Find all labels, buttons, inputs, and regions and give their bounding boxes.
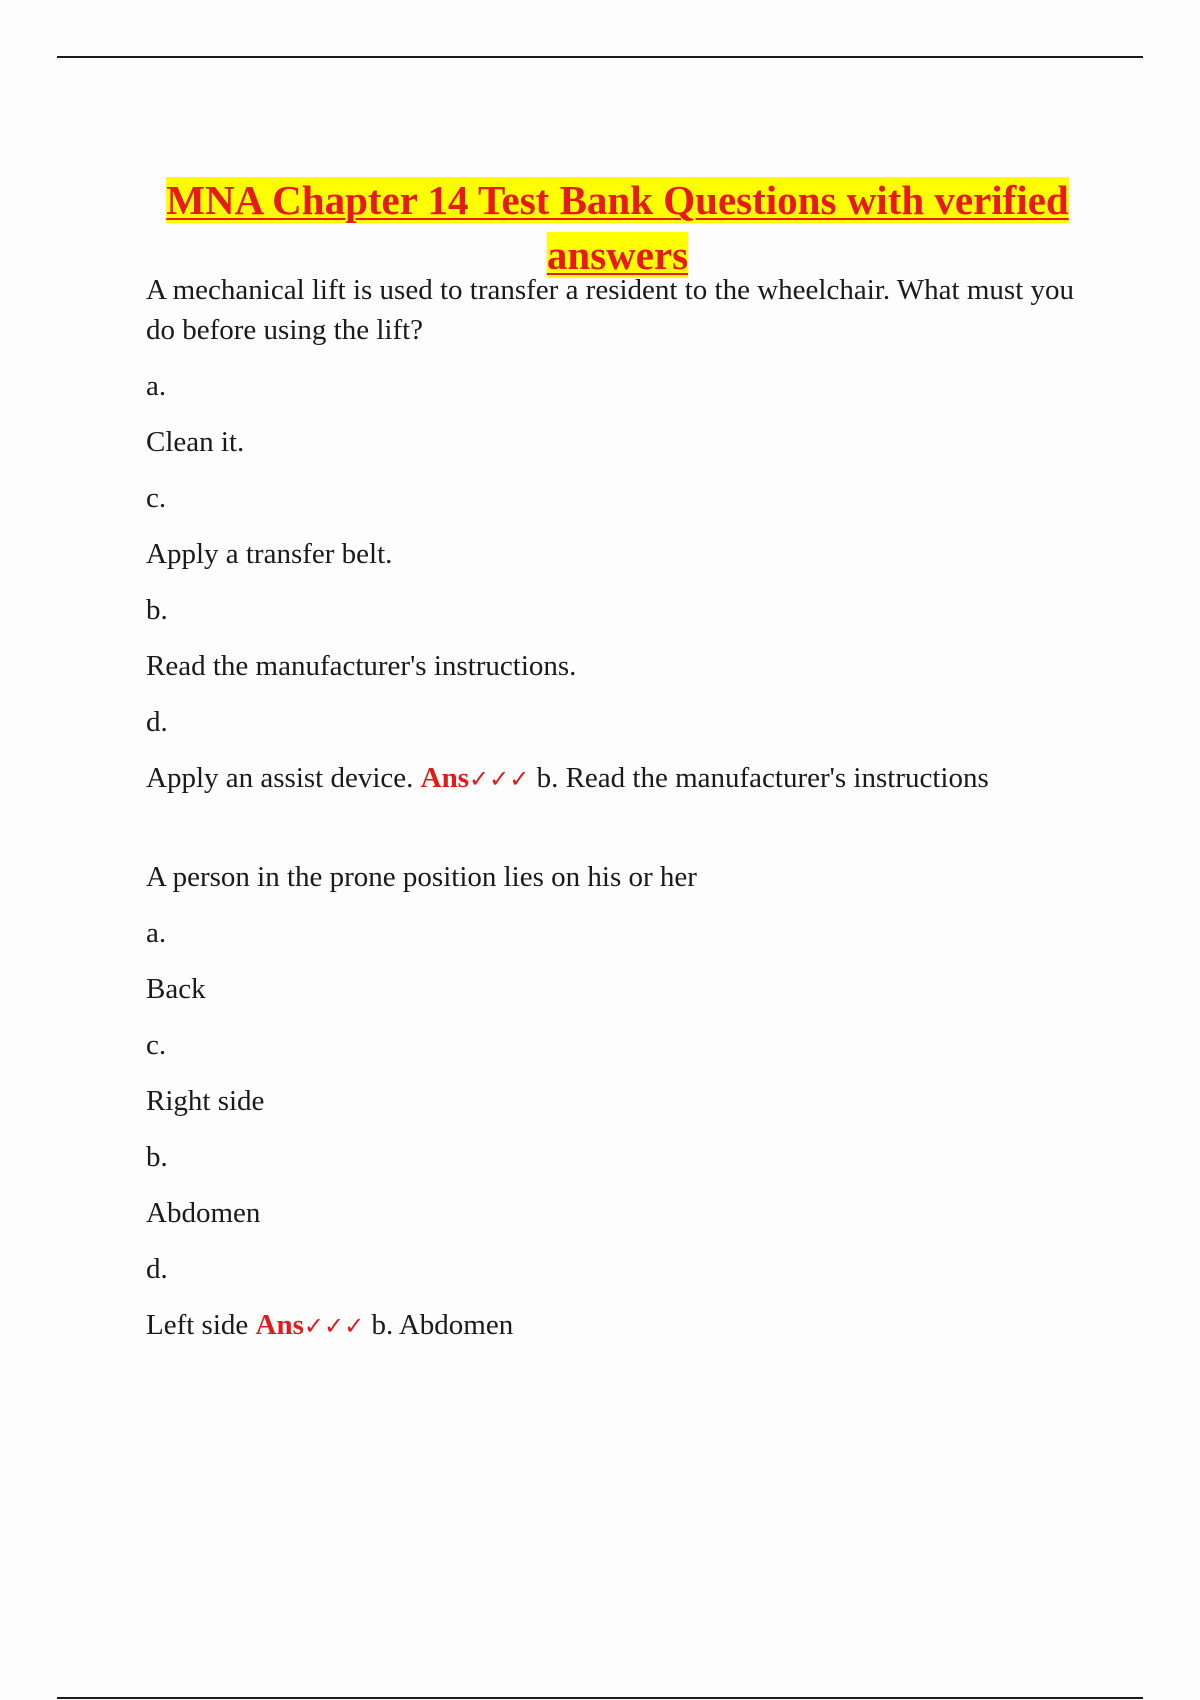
answer-label: Ans bbox=[420, 762, 469, 794]
option-text: Apply a transfer belt. bbox=[146, 538, 393, 570]
answer-text: b. Read the manufacturer's instructions bbox=[536, 762, 989, 794]
option-text: Abdomen bbox=[146, 1197, 261, 1229]
top-rule bbox=[57, 56, 1143, 58]
answer-line bbox=[146, 758, 1076, 799]
document-title-text: MNA Chapter 14 Test Bank Questions with verified answers bbox=[166, 177, 1069, 279]
option-letter: b. bbox=[146, 1141, 168, 1173]
option-letter: d. bbox=[146, 706, 168, 738]
answer-text: b. Abdomen bbox=[371, 1309, 514, 1341]
option-letter: c. bbox=[146, 1029, 167, 1061]
question-stem: A mechanical lift is used to transfer a resident to the wheelchair. What must you do before using the lift? bbox=[146, 274, 1074, 346]
checkmark-icons: ✓✓✓ bbox=[469, 765, 530, 793]
document-title bbox=[150, 173, 1085, 283]
option-letter: c. bbox=[146, 482, 167, 514]
bottom-rule bbox=[57, 1697, 1143, 1699]
option-letter: b. bbox=[146, 594, 168, 626]
option-text: Clean it. bbox=[146, 426, 245, 458]
option-text: Back bbox=[146, 973, 206, 1005]
option-letter: a. bbox=[146, 917, 167, 949]
option-text: Left side bbox=[146, 1309, 249, 1341]
option-text: Apply an assist device. bbox=[146, 762, 414, 794]
answer-label: Ans bbox=[255, 1309, 304, 1341]
answer-line bbox=[146, 1305, 1076, 1346]
option-text: Right side bbox=[146, 1085, 265, 1117]
document-body bbox=[146, 270, 1076, 1362]
option-text: Read the manufacturer's instructions. bbox=[146, 650, 577, 682]
option-letter: a. bbox=[146, 370, 167, 402]
checkmark-icons: ✓✓✓ bbox=[303, 1312, 365, 1340]
question-stem: A person in the prone position lies on his or her bbox=[146, 861, 697, 893]
option-letter: d. bbox=[146, 1253, 168, 1285]
